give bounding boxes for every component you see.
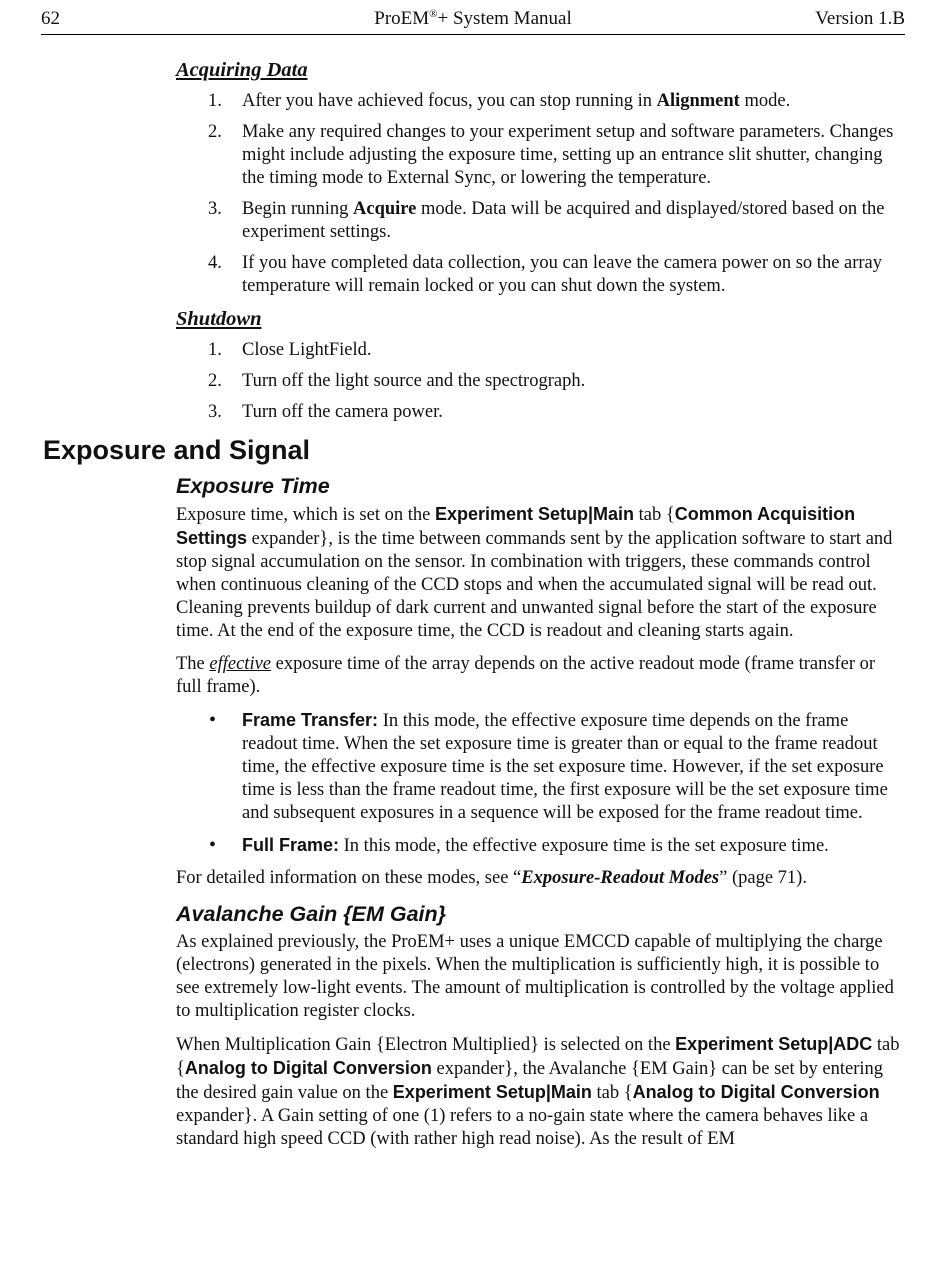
avalanche-paragraph-1: As explained previously, the ProEM+ uses a unique EMCCD capable of multiplying the charge (electrons) generated in the pixels. When the multiplication is sufficiently high, it is possible to see extremely low-light events. The amount of multiplication is controlled by the voltage applied to multiplication register clocks. xyxy=(176,932,894,1021)
exposure-signal-section xyxy=(176,472,902,1151)
exposure-paragraph-3: For detailed information on these modes, see “Exposure-Readout Modes” (page 71). xyxy=(176,868,807,888)
section-title: Exposure and Signal xyxy=(43,435,311,465)
list-item: 1. Close LightField. xyxy=(208,340,372,360)
exposure-paragraph-2: The effective exposure time of the array depends on the active readout mode (frame transfer or full frame). xyxy=(176,654,876,697)
page-number: 62 xyxy=(41,8,60,29)
acquiring-data-heading: Acquiring Data xyxy=(176,59,308,81)
list-item: 3. Begin running Acquire mode. Data will be acquired and displayed/stored based on the experiment settings. xyxy=(208,199,885,242)
manual-title: ProEM®+ System Manual xyxy=(374,8,572,29)
list-item: 2. Make any required changes to your experiment setup and software parameters. Changes might include adjusting the exposure time, setting up an entrance slit shutter, changing the timing mode to External Sync, or lowering the temperature. xyxy=(208,122,894,188)
version-label: Version 1.B xyxy=(815,8,905,29)
readout-mode-list xyxy=(176,709,902,858)
acquiring-steps xyxy=(176,90,902,298)
page-header xyxy=(41,4,905,35)
list-item: 3. Turn off the camera power. xyxy=(208,402,443,422)
exposure-paragraph-1: Exposure time, which is set on the Experiment Setup|Main tab {Common Acquisition Settings expander}, is the time between commands sent by the application software to start and stop signal accumulation on the sensor. In combination with triggers, these commands control when continuous cleaning of the CCD stops and when the accumulated signal will be read out. Cleaning prevents buildup of dark current and unwanted signal before the start of the exposure time. At the end of the exposure time, the CCD is readout and cleaning starts again. xyxy=(176,504,893,641)
shutdown-steps xyxy=(176,339,902,424)
avalanche-paragraph-2: When Multiplication Gain {Electron Multiplied} is selected on the Experiment Setup|ADC tab {Analog to Digital Conversion expander}, the Avalanche {EM Gain} can be set by entering the desired gain value on the Experiment Setup|Main tab {Analog to Digital Conversion expander}. A Gain setting of one (1) refers to a no-gain state where the camera behaves like a standard high speed CCD (with rather high read noise). As the result of EM xyxy=(176,1034,900,1149)
list-item: • Full Frame: In this mode, the effective exposure time is the set exposure time. xyxy=(209,834,829,856)
list-item: 4. If you have completed data collection, you can leave the camera power on so the array temperature will remain locked or you can shut down the system. xyxy=(208,253,883,296)
list-item: 1. After you have achieved focus, you can stop running in Alignment mode. xyxy=(208,91,791,111)
acquiring-data-section xyxy=(176,57,902,424)
bullet-icon: • xyxy=(209,834,217,856)
list-item: • Frame Transfer: In this mode, the effective exposure time depends on the frame readout time. When the set exposure time is greater than or equal to the frame readout time, the effective exposure time is the set exposure time. However, if the set exposure time is less than the frame readout time, the first exposure will be the set exposure time and subsequent exposures in a sequence will be exposed for the frame readout time. xyxy=(209,709,888,823)
exposure-time-heading: Exposure Time xyxy=(176,474,330,498)
avalanche-gain-heading: Avalanche Gain {EM Gain} xyxy=(176,902,447,926)
list-item: 2. Turn off the light source and the spectrograph. xyxy=(208,371,586,391)
bullet-icon: • xyxy=(209,709,217,731)
shutdown-heading: Shutdown xyxy=(176,308,262,330)
page-content xyxy=(0,57,950,1161)
cross-reference-link[interactable]: Exposure-Readout Modes xyxy=(521,868,720,888)
